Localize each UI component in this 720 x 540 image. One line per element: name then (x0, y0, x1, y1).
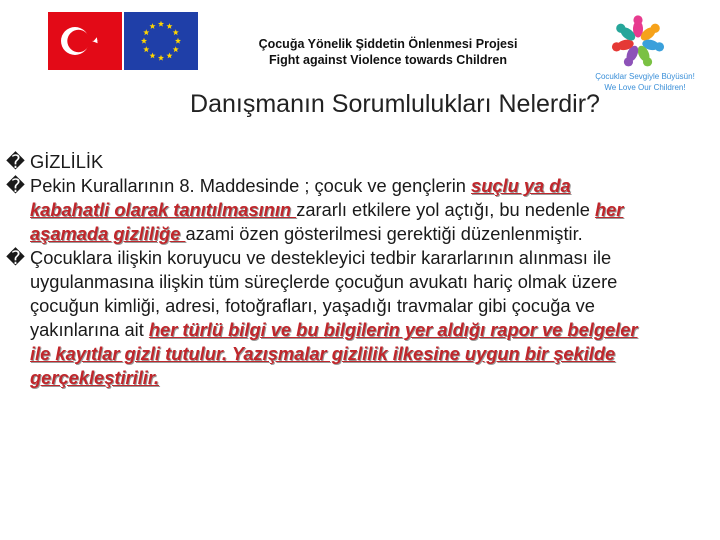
logo-tagline-en: We Love Our Children! (604, 83, 686, 92)
body-text: Çocuklara ilişkin koruyucu ve destekleyici tedbir kararlarının alınması ile uygulanmasına ilişkin tüm süreçlerde çocuğun avukatı hariç olmak üzere çocuğun kimliği, adresi, fotoğrafları, yaşadığı travmalar gibi çocuğa ve yakınlarına ait (30, 247, 618, 340)
paragraph-1 (6, 150, 654, 174)
highlighted-text: her türlü bilgi ve bu bilgilerin yer aldığı rapor ve belgeler ile kayıtlar gizli tutulur. Yazışmalar gizlilik ilkesine uygun bir şekilde gerçekleştirilir. (30, 319, 638, 388)
project-title-en: Fight against Violence towards Children (268, 53, 507, 67)
highlighted-text: suçlu ya da kabahatli olarak tanıtılmasının (30, 175, 571, 220)
logo-child-figure (633, 15, 643, 37)
children-logo (606, 14, 670, 70)
bullet-icon: � (6, 247, 25, 268)
slide-content (6, 150, 654, 390)
eu-flag (124, 12, 198, 70)
project-title-tr: Çocuğa Yönelik Şiddetin Önlenmesi Projesi (258, 37, 518, 51)
body-text: GİZLİLİK (30, 151, 104, 172)
highlighted-text: her aşamada gizliliğe (30, 199, 624, 244)
body-text: azami özen gösterilmesi gerektiği düzenlenmiştir. (185, 223, 583, 244)
logo-tagline-tr: Çocuklar Sevgiyle Büyüsün! (595, 72, 695, 81)
bullet-icon: � (6, 175, 25, 196)
project-header (200, 36, 576, 68)
flags-image (48, 12, 198, 70)
paragraph-3 (6, 246, 654, 390)
slide-title: Danışmanın Sorumlulukları Nelerdir? (190, 90, 600, 118)
paragraph-2 (6, 174, 654, 246)
body-text: Pekin Kurallarının 8. Maddesinde ; çocuk ve gençlerin (30, 175, 472, 196)
bullet-icon: � (6, 151, 25, 172)
body-text: zararlı etkilere yol açtığı, bu nedenle (296, 199, 595, 220)
